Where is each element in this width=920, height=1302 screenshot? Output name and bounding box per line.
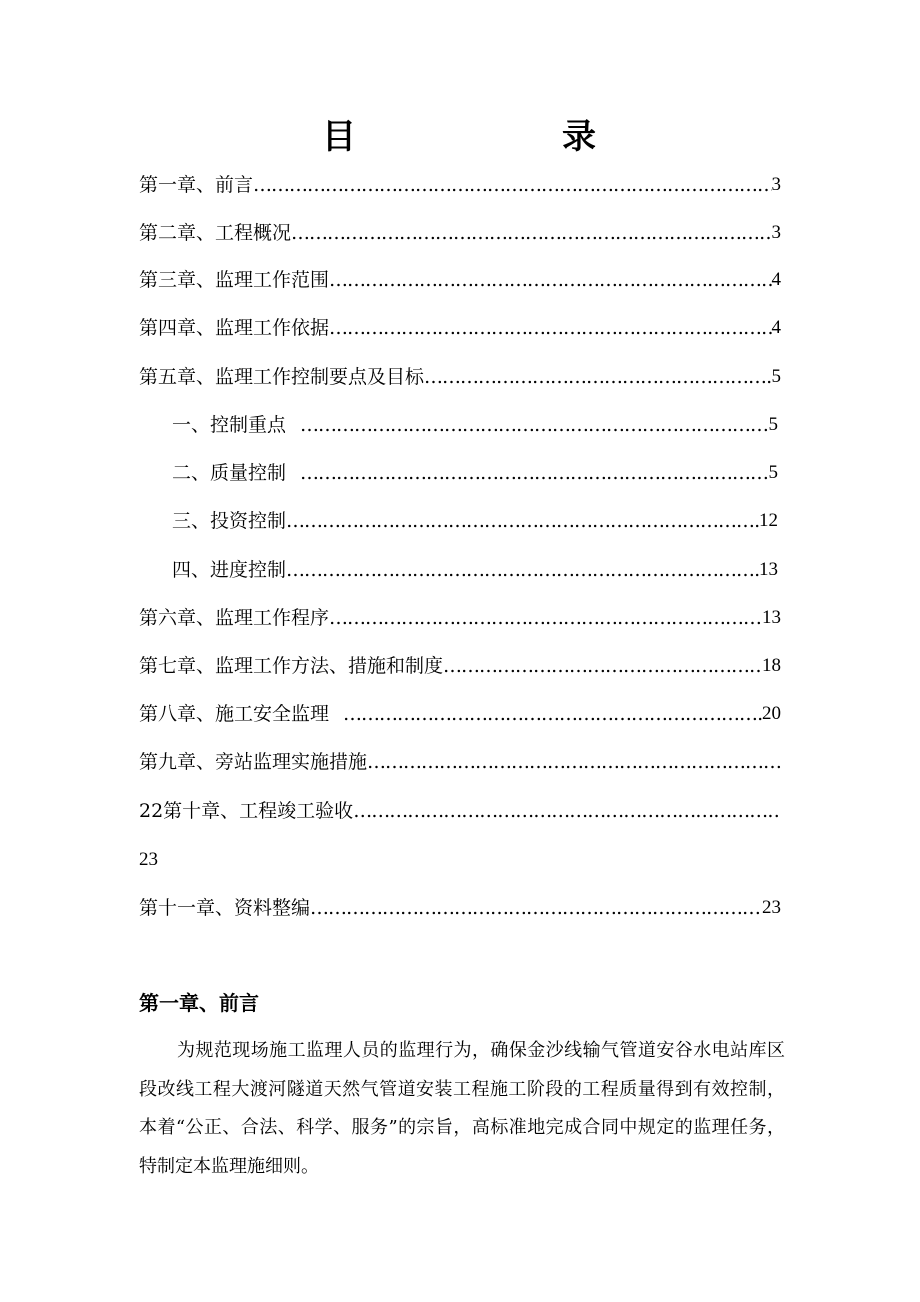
toc-entry-chapter-1[interactable]: [139, 170, 781, 200]
toc-entry-page: 20: [762, 703, 781, 724]
toc-entry-chapter-8[interactable]: [139, 699, 781, 729]
toc-entry-chapter-4[interactable]: [139, 313, 781, 343]
chapter-1-body: [139, 1032, 785, 1186]
toc-leader-dots: [424, 362, 771, 392]
toc-entry-chapter-9[interactable]: [139, 747, 781, 777]
toc-entry-label: 22第十章、工程竣工验收: [139, 800, 354, 822]
chapter-1-heading: 第一章、前言: [139, 991, 259, 1015]
toc-leader-dots: [300, 410, 768, 440]
toc-entry-label: 第九章、旁站监理实施措施: [139, 751, 368, 773]
toc-leader-dots: [367, 747, 781, 777]
toc-entry-page: 4: [771, 317, 781, 338]
toc-leader-dots: [353, 796, 781, 826]
toc-leader-dots: [329, 265, 771, 295]
toc-entry-page: 23: [762, 897, 781, 918]
toc-title: [0, 112, 920, 162]
toc-leader-dots: [329, 603, 762, 633]
toc-entry-page: 4: [771, 269, 781, 290]
toc-entry-chapter-11[interactable]: [139, 893, 781, 923]
toc-title-char-2: 录: [562, 117, 596, 157]
toc-leader-dots: [443, 651, 762, 681]
toc-wrapped-page-number: 23: [139, 849, 158, 870]
toc-entry-page: 18: [762, 655, 781, 676]
toc-entry-section-3[interactable]: [172, 506, 778, 536]
toc-entry-page: 12: [759, 510, 778, 531]
toc-leader-dots: [300, 458, 768, 488]
toc-leader-dots: [291, 218, 771, 248]
toc-leader-dots: [286, 506, 759, 536]
toc-entry-label: 第三章、监理工作范围: [139, 269, 330, 291]
toc-entry-label: 四、进度控制: [172, 559, 287, 581]
toc-entry-page: 5: [771, 366, 781, 387]
toc-entry-label: 三、投资控制: [172, 510, 287, 532]
toc-entry-page: 13: [759, 559, 778, 580]
toc-entry-label: 第十一章、资料整编: [139, 897, 311, 919]
toc-entry-page: 13: [762, 607, 781, 628]
toc-leader-dots: [286, 555, 759, 585]
toc-leader-dots: [329, 313, 771, 343]
toc-entry-label: 第一章、前言: [139, 174, 254, 196]
toc-title-char-1: 目: [322, 117, 356, 157]
toc-entry-chapter-5[interactable]: [139, 362, 781, 392]
toc-entry-label: 第四章、监理工作依据: [139, 317, 330, 339]
toc-leader-dots: [310, 893, 762, 923]
toc-entry-chapter-7[interactable]: [139, 651, 781, 681]
toc-entry-section-2[interactable]: [172, 458, 778, 488]
toc-entry-label: 第八章、施工安全监理: [139, 703, 330, 725]
toc-entry-page: 5: [768, 462, 778, 483]
toc-leader-dots: [253, 170, 771, 200]
toc-entry-page: 3: [771, 222, 781, 243]
toc-entry-section-4[interactable]: [172, 555, 778, 585]
toc-entry-page: 3: [771, 174, 781, 195]
toc-entry-page: 5: [768, 414, 778, 435]
toc-entry-chapter-6[interactable]: [139, 603, 781, 633]
toc-entry-label: 第六章、监理工作程序: [139, 607, 330, 629]
toc-entry-section-1[interactable]: [172, 410, 778, 440]
toc-entry-chapter-10[interactable]: [139, 796, 781, 826]
chapter-1-paragraph: 为规范现场施工监理人员的监理行为，确保金沙线输气管道安谷水电站库区段改线工程大渡河隧道天然气管道安装工程施工阶段的工程质量得到有效控制，本着“公正、合法、科学、服务”的宗旨，高标准地完成合同中规定的监理任务，特制定本监理施细则。: [139, 1040, 785, 1177]
toc-entry-chapter-3[interactable]: [139, 265, 781, 295]
toc-entry-label: 二、质量控制: [172, 462, 287, 484]
toc-leader-dots: [343, 699, 762, 729]
toc-entry-label: 第二章、工程概况: [139, 222, 292, 244]
toc-entry-chapter-2[interactable]: [139, 218, 781, 248]
toc-entry-label: 第七章、监理工作方法、措施和制度: [139, 655, 444, 677]
toc-entry-label: 第五章、监理工作控制要点及目标: [139, 366, 425, 388]
toc-entry-label: 一、控制重点: [172, 414, 287, 436]
